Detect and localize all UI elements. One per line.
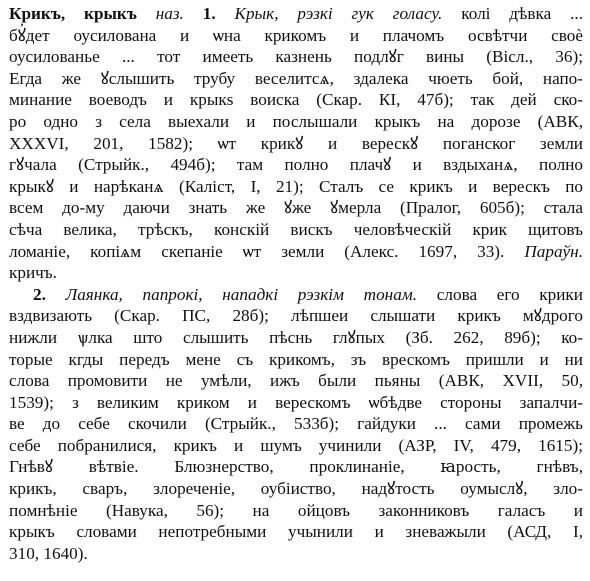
entry-line: всем до-му даючи знать же ꙋже ꙋмерла (Пралог, 605б); стала — [9, 198, 583, 218]
entry-line: слова промовити не умѣли, ижъ были пьяны (АВК, XVII, 50, — [9, 371, 583, 391]
entry-line: Егда же ꙋслышить трубу веселитсѧ, здалека чюеть бой, напо- — [9, 68, 583, 88]
sense-number: 1. — [202, 4, 216, 23]
entry-line: вздвизають (Скар. ПС, 28б); лѣпшеи слышати крикъ мꙋдрого — [9, 306, 583, 326]
entry-line: кричъ. — [9, 263, 57, 283]
entry-line: ве до себе скочили (Стрыйк., 533б); гайдуки ... сами промежь — [9, 414, 583, 434]
entry-line: нижли ѱлка што слышить пѣснь глꙋпых (Зб. 262, 89б); ко- — [9, 327, 583, 347]
entry-line: помнѣніе (Навука, 56); на ойцовъ законниковъ галасъ и — [9, 500, 583, 520]
entry-line: XXXVI, 201, 1582); ѡт крикꙋ и верескꙋ поганског земли — [9, 133, 583, 153]
entry-line: 310, 1640). — [9, 543, 88, 563]
entry-line: бꙋ҆дет оусилована и ѡна крикомъ и плачомъ освѣтчи своѐ — [9, 25, 583, 45]
entry-line: гꙋчала (Стрыйк., 494б); там полно плачꙋ и вздыханѧ, полно — [9, 155, 583, 175]
sense-definition: Крык, рэзкі гук голасу. — [234, 4, 443, 23]
citation-text: колі дѣвка ... — [442, 4, 583, 23]
see-also-label: Параўн. — [524, 241, 583, 261]
entry-line: крыкъ словами непотребными учынили и зневажыли (АСД, І, — [9, 522, 583, 542]
headword: Крикъ, крыкъ — [9, 4, 137, 23]
entry-line: крыкꙋ и нарѣканѧ (Каліст, І, 21); Сталъ се крикъ и верескъ по — [9, 176, 583, 196]
sense-definition: Лаянка, папрокі, нападкі рэзкім тонам. — [65, 284, 418, 304]
entry-line — [9, 3, 583, 25]
entry-line: оусилованье ... тот имееть казнень подлꙋг вины (Вісл., 36); — [9, 47, 583, 67]
entry-line: ро одно з села выехали и послышали крыкъ на дорозе (АВК, — [9, 111, 583, 131]
citation-text: слова его крики — [417, 284, 583, 304]
sense-number: 2. — [33, 284, 46, 304]
entry-line: крикъ, сваръ, злореченіе, оубіиство, надꙋтость оумыслꙋ, зло- — [9, 479, 583, 499]
citation-text: ломаніе, копіѧм скепаніе ѡт земли (Алекс. 1697, 33). — [9, 241, 505, 261]
entry-line — [9, 241, 583, 263]
entry-line — [9, 284, 583, 306]
entry-line: 1539); з великим криком и верескомъ ѡбѣдве стороны запалчи- — [9, 392, 583, 412]
entry-line: себе побранилися, крикъ и шумъ учинили (АЗР, IV, 479, 1615); — [9, 435, 583, 455]
entry-line: торые кгды передъ мене съ крикомъ, зъ врескомъ пришли и ни — [9, 349, 583, 369]
entry-line: сѣча велика, трѣскъ, конскій вискъ человѣческій крик щитовъ — [9, 219, 583, 239]
part-of-speech: наз. — [155, 4, 184, 23]
entry-line: Гнѣвꙋ вѣтвіе. Блюзнерство, проклинаніе, ꙗрость, гнѣвъ, — [9, 457, 583, 477]
entry-line: минание воеводъ и крыкѕ воиска (Скар. КІ, 47б); так дей ско- — [9, 90, 583, 110]
dictionary-entry — [9, 3, 583, 564]
